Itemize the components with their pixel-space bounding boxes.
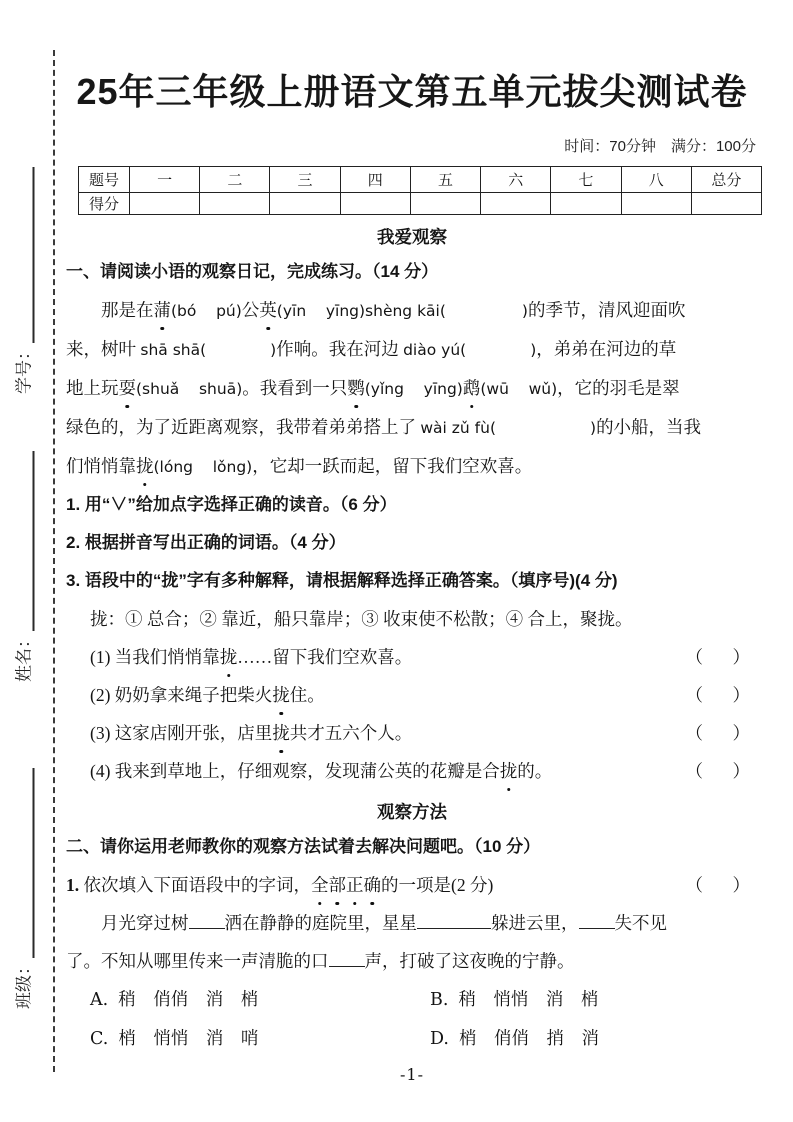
dotted-char: 部 — [329, 866, 347, 904]
observation-diary-passage — [66, 291, 758, 486]
answer-bracket[interactable]: （ ） — [685, 875, 756, 895]
passage-line: 们悄悄靠拢(lóng lǒng)，它却一跃而起，留下我们空欢喜。 — [66, 447, 758, 486]
score-input-cell[interactable] — [691, 193, 761, 215]
answer-bracket[interactable]: （ ） — [685, 685, 756, 705]
score-input-cell[interactable] — [481, 193, 551, 215]
dotted-char: 拢 — [272, 676, 290, 714]
question-3-item-3 — [90, 714, 758, 752]
dotted-char: 确 — [364, 866, 382, 904]
dotted-char: 拢 — [220, 638, 238, 676]
dotted-char: 拢 — [500, 752, 518, 790]
dotted-char: 蒲 — [154, 291, 172, 329]
dotted-char: 拢 — [136, 447, 154, 485]
question-3-item-4 — [90, 752, 758, 790]
score-column-三: 三 — [270, 167, 340, 193]
page-number: -1- — [400, 1065, 424, 1084]
section-two-heading: 二、请你运用老师教你的观察方法试着去解决问题吧。（10 分） — [66, 837, 541, 856]
dotted-char: 耍 — [119, 369, 137, 407]
score-table — [78, 166, 762, 215]
dotted-char: 全 — [311, 866, 329, 904]
section-two-question-1 — [66, 866, 758, 904]
option-text: 梢 悄悄 消 哨 — [118, 1028, 259, 1048]
fill-in-blank[interactable] — [417, 913, 491, 929]
score-input-cell[interactable] — [200, 193, 270, 215]
option-text: 稍 悄悄 消 梢 — [458, 989, 599, 1009]
score-input-cell[interactable] — [130, 193, 200, 215]
option-text: 稍 俏俏 消 梢 — [118, 989, 259, 1009]
question-1-stem: 1. 用“∨”给加点字选择正确的读音。（6 分） — [66, 495, 397, 514]
section-one-banner: 我爱观察 — [377, 227, 447, 247]
option-B[interactable] — [430, 980, 758, 1019]
section-one-heading: 一、请阅读小语的观察日记，完成练习。（14 分） — [66, 262, 439, 281]
item-sentence: (4) 我来到草地上，仔细观察，发现蒲公英的花瓣是合拢的。 — [90, 752, 552, 790]
score-column-一: 一 — [130, 167, 200, 193]
dotted-char: 英 — [259, 291, 277, 329]
score-input-cell[interactable] — [410, 193, 480, 215]
fill-in-blank[interactable] — [329, 951, 365, 967]
item-sentence: (2) 奶奶拿来绳子把柴火拢住。 — [90, 676, 325, 714]
question-2-stem: 2. 根据拼音写出正确的词语。（4 分） — [66, 533, 346, 552]
paper-content — [66, 0, 758, 1090]
option-C[interactable] — [90, 1019, 430, 1058]
score-input-cell[interactable] — [270, 193, 340, 215]
option-label: B. — [430, 990, 449, 1010]
answer-bracket[interactable]: （ ） — [685, 647, 756, 667]
score-table-header-label: 题号 — [79, 167, 130, 193]
score-input-cell[interactable] — [551, 193, 621, 215]
question-3-gloss: 拢：① 总合；② 靠近，船只靠岸；③ 收束使不松散；④ 合上，聚拢。 — [90, 609, 633, 629]
question-3-item-2 — [90, 676, 758, 714]
passage-line: 了。不知从哪里传来一声清脆的口 声，打破了这夜晚的宁静。 — [66, 951, 575, 971]
question-3-item-1 — [90, 638, 758, 676]
option-text: 梢 俏俏 捎 消 — [458, 1028, 599, 1048]
passage-line: 来，树叶 shā shā( )作响。我在河边 diào yú( )，弟弟在河边的草 — [66, 339, 677, 359]
fill-in-blank[interactable] — [189, 913, 225, 929]
passage-line: 那是在蒲(bó pú)公英(yīn yīng)shèng kāi( )的季节，清风迎面吹 — [66, 291, 758, 330]
score-table-score-label: 得分 — [79, 193, 130, 215]
score-input-cell[interactable] — [621, 193, 691, 215]
student-id-blank-line[interactable] — [28, 167, 35, 343]
student-name-blank-line[interactable] — [28, 451, 35, 631]
dotted-char: 拢 — [272, 714, 290, 752]
section-two-banner: 观察方法 — [377, 802, 447, 822]
question-3-stem: 3. 语段中的“拢”字有多种解释，请根据解释选择正确答案。（填序号)(4 分) — [66, 571, 618, 590]
answer-bracket[interactable]: （ ） — [685, 761, 756, 781]
dotted-char: 正 — [346, 866, 364, 904]
option-label: C. — [90, 1029, 109, 1049]
student-class-label: 班级： — [14, 958, 34, 1009]
score-table-score-row — [79, 193, 762, 215]
passage-line: 月光穿过树 洒在静静的庭院里，星星 躲进云里， 失不见 — [66, 913, 667, 933]
question-stem: 1. 依次填入下面语段中的字词，全部正确的一项是(2 分) — [66, 866, 493, 904]
score-column-六: 六 — [481, 167, 551, 193]
student-id-label: 学号： — [14, 343, 34, 394]
passage-line: 地上玩耍(shuǎ shuā)。我看到一只鹦(yǐng yīng)鹉(wū wǔ)，它的羽毛是翠 — [66, 369, 758, 408]
cut-dashed-line — [53, 50, 55, 1072]
score-table-header-row — [79, 167, 762, 193]
student-name-field — [10, 434, 35, 682]
option-label: A. — [90, 990, 109, 1010]
score-column-七: 七 — [551, 167, 621, 193]
item-sentence: (1) 当我们悄悄靠拢……留下我们空欢喜。 — [90, 638, 412, 676]
score-column-八: 八 — [621, 167, 691, 193]
dotted-char: 鹦 — [347, 369, 365, 407]
student-id-field — [10, 150, 35, 394]
student-class-blank-line[interactable] — [28, 768, 35, 958]
fill-in-blank[interactable] — [579, 913, 615, 929]
option-D[interactable] — [430, 1019, 758, 1058]
moonlight-passage — [66, 904, 758, 980]
item-sentence: (3) 这家店刚开张，店里拢共才五六个人。 — [90, 714, 412, 752]
score-input-cell[interactable] — [340, 193, 410, 215]
answer-bracket[interactable]: （ ） — [685, 723, 756, 743]
student-class-field — [10, 751, 35, 1009]
dotted-char: 鹉 — [463, 369, 481, 407]
passage-line: 绿色的，为了近距离观察，我带着弟弟搭上了 wài zǔ fù( )的小船，当我 — [66, 417, 702, 437]
score-column-五: 五 — [410, 167, 480, 193]
option-A[interactable] — [90, 980, 430, 1019]
exam-meta: 时间：70分钟 满分：100分 — [564, 138, 756, 155]
score-column-总分: 总分 — [691, 167, 761, 193]
student-name-label: 姓名： — [14, 631, 34, 682]
score-column-二: 二 — [200, 167, 270, 193]
score-column-四: 四 — [340, 167, 410, 193]
page-title: 25年三年级上册语文第五单元拔尖测试卷 — [76, 71, 748, 112]
option-label: D. — [430, 1029, 449, 1049]
choice-options — [90, 980, 758, 1058]
